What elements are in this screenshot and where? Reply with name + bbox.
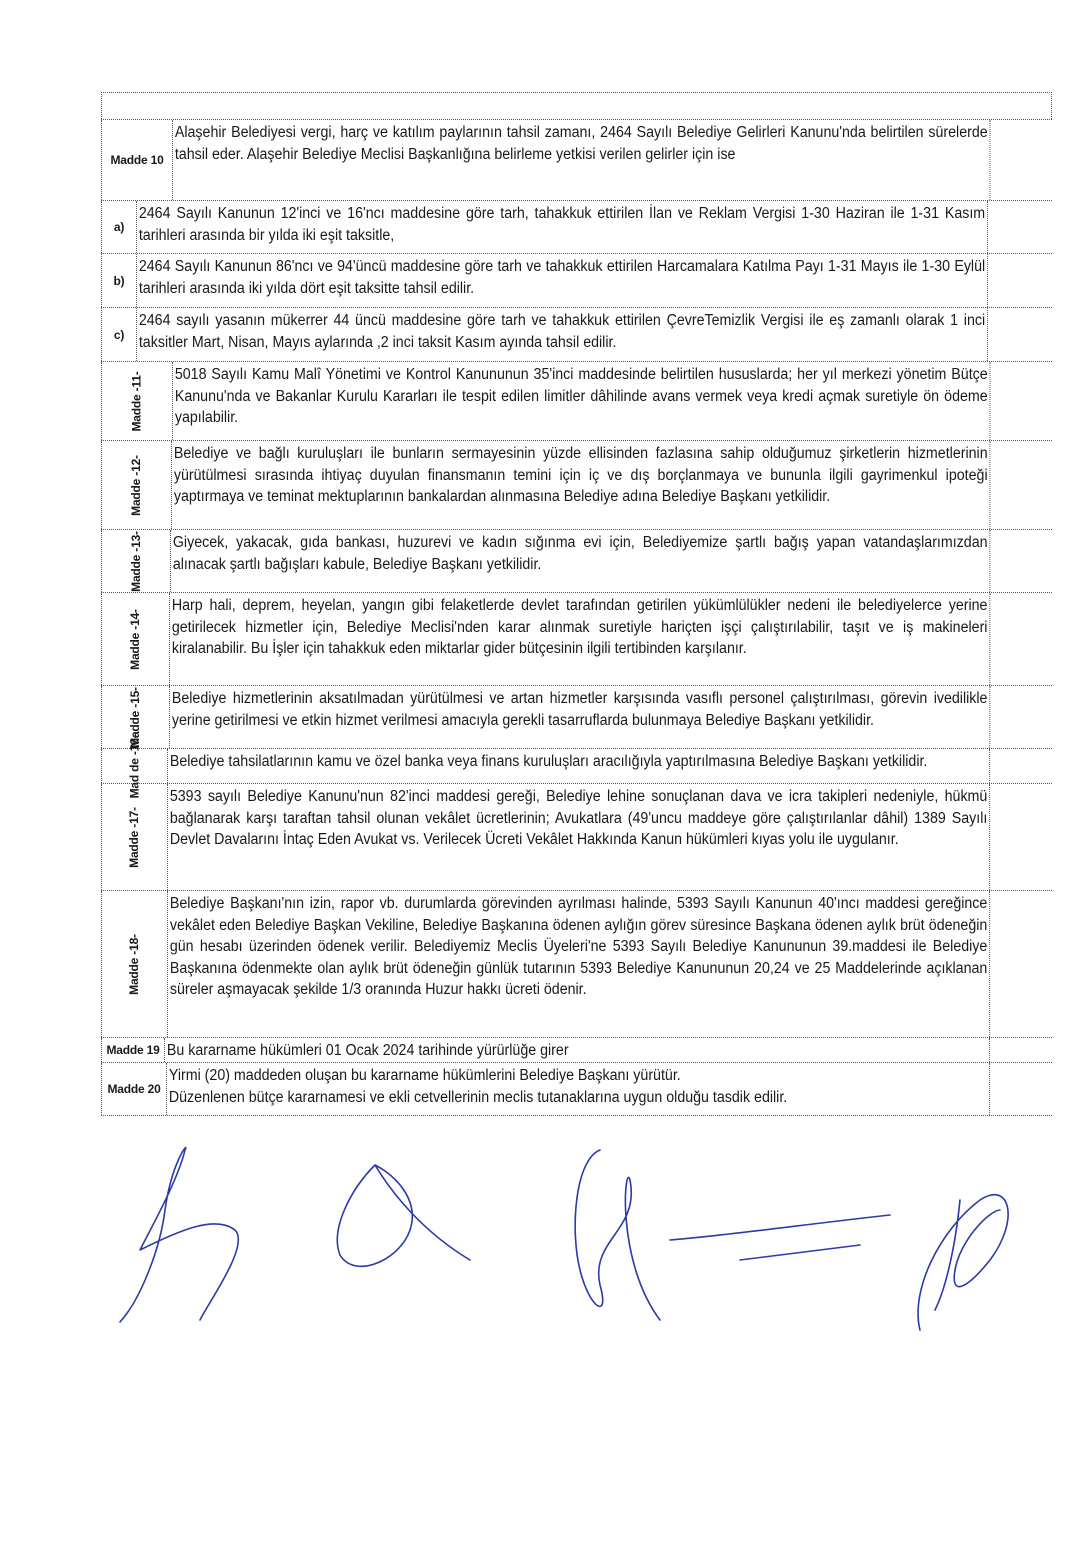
article-paragraph: Bu kararname hükümleri 01 Ocak 2024 tarihinde yürürlüğe girer <box>166 1042 569 1059</box>
article-row <box>101 529 1052 592</box>
article-label <box>101 734 168 798</box>
article-text <box>173 120 990 200</box>
article-label <box>101 784 168 890</box>
article-row <box>101 253 1052 307</box>
article-label <box>101 308 137 361</box>
article-label <box>101 1038 165 1062</box>
article-label-text: Madde 20 <box>107 1082 161 1096</box>
article-label-text: Madde -14- <box>128 608 142 670</box>
article-paragraph: Belediye ve bağlı kuruluşları ile bunların sermayesinin yüzde ellisinden fazlasına sahip olduğumuz şirketlerin hizmetlerinin yürütülmesi sırasında ihtiyaç duyulan finansmanın temini için iç ve dış borçlanmaya ve bununla ilgili gayrimenkul ipoteği yaptırmaya ve teminat mektuplarının bankalardan alınmasına Belediye adına Belediye Başkanı yetkilidir. <box>173 445 988 505</box>
article-label <box>101 530 171 592</box>
article-label <box>101 362 173 440</box>
article-paragraph: 5393 sayılı Belediye Kanunu'nun 82'inci maddesi gereği, Belediye lehine sonuçlanan dava ve icra takipleri nedeniyle, hükmü bağlanarak karşı taraftan tahsil olunan vekâlet ücretlerinin; Avukatlara (49'uncu maddeye göre çalıştırılanlar dâhil) 1389 Sayılı Devlet Davalarını İntaç Eden Avukat vs. Verilecek Ücreti Vekâlet Hakkında Kanun hükümleri kıyas yolu ile uygulanır. <box>169 788 988 848</box>
article-row <box>101 119 1052 200</box>
article-text <box>172 441 990 529</box>
article-row <box>101 1062 1052 1116</box>
signature-1 <box>120 1148 238 1323</box>
decree-table <box>101 92 1052 1116</box>
article-label-text: Madde -18- <box>127 933 141 995</box>
article-paragraph: Giyecek, yakacak, gıda bankası, huzurevi ve kadın sığınma evi için, Belediyemize şartlı bağış yapan vatandaşlarımızdan alınacak şartlı bağışları kabule, Belediye Başkanı yetkilidir. <box>172 534 988 573</box>
article-row <box>101 1037 1052 1062</box>
signature-4 <box>918 1195 1008 1330</box>
article-paragraph: Belediye tahsilatlarının kamu ve özel banka veya finans kuruluşları aracılığıyla yaptırılmasına Belediye Başkanı yetkilidir. <box>169 753 928 770</box>
article-text <box>168 784 990 890</box>
article-text <box>168 749 990 783</box>
article-label-text: b) <box>113 273 125 288</box>
article-text <box>137 201 988 253</box>
article-label-text: Madde -15- <box>128 686 142 748</box>
article-label-text: Mad de -16- <box>127 734 141 798</box>
article-row <box>101 890 1052 1037</box>
article-paragraph: Düzenlenen bütçe kararnamesi ve ekli cetvellerinin meclis tutanaklarına uygun olduğu tasdik edilir. <box>168 1088 788 1106</box>
article-row <box>101 440 1052 529</box>
article-row <box>101 200 1052 253</box>
article-label-text: a) <box>113 220 125 234</box>
article-label-text: Madde 19 <box>106 1043 160 1057</box>
article-row <box>101 592 1052 685</box>
article-row <box>101 685 1052 748</box>
article-label <box>101 120 173 200</box>
article-paragraph: Alaşehir Belediyesi vergi, harç ve katılım paylarının tahsil zamanı, 2464 Sayılı Belediye Gelirleri Kanunu'nda belirtilen sürelerde tahsil eder. Alaşehir Belediye Meclisi Başkanlığına belirleme yetkisi verilen gelirler için ise <box>174 124 988 163</box>
signature-2 <box>337 1165 470 1266</box>
article-text <box>165 1038 990 1062</box>
article-label <box>101 593 170 685</box>
article-text <box>168 891 990 1037</box>
article-paragraph: Belediye hizmetlerinin aksatılmadan yürütülmesi ve artan hizmetler karşısında vasıflı personel çalıştırılması, görevin ivedilikle yerine getirilmesi ve etkin hizmet verilmesi amacıyla gerekli tasarruflarda bulunmaya Belediye Başkanı yetkilidir. <box>171 690 988 729</box>
article-text <box>137 308 988 361</box>
article-label-text: Madde 10 <box>110 153 164 167</box>
article-label <box>101 891 168 1037</box>
article-paragraph: Yirmi (20) maddeden oluşan bu kararname hükümlerini Belediye Başkanı yürütür. <box>168 1067 681 1084</box>
article-text <box>167 1063 990 1115</box>
article-label-text: c) <box>113 327 125 342</box>
article-row <box>101 734 1052 798</box>
signature-3 <box>575 1150 890 1320</box>
article-row <box>101 307 1052 361</box>
article-text <box>171 530 990 592</box>
article-row <box>101 783 1052 890</box>
article-paragraph: Harp hali, deprem, heyelan, yangın gibi felaketlerde devlet tarafından getirilen yükümlülükler nedeni ile belediyelerce yerine getirilecek hizmetler için, Belediye Meclisi'nden karar alınmak suretiyle hariçten işçi çalıştırılabilir, taşıt ve iş makineleri kiralanabilir. Bu İşler için tahakkuk eden miktarlar gider bütçesinin ilgili tertibinden karşılanır. <box>171 597 988 657</box>
article-text <box>137 254 988 307</box>
article-label <box>101 254 137 307</box>
article-label <box>101 441 172 529</box>
article-paragraph: 2464 Sayılı Kanunun 12'inci ve 16'ncı maddesine göre tarh, tahakkuk ettirilen İlan ve Reklam Vergisi 1-30 Haziran ile 1-31 Kasım tarihleri arasında bir yılda iki eşit taksitle, <box>138 205 986 244</box>
article-paragraph: 5018 Sayılı Kamu Malî Yönetimi ve Kontrol Kanununun 35'inci maddesinde belirtilen hususlarda; her yıl merkezi yönetim Bütçe Kanunu'nda ve Bakanlar Kurulu Kararları ile tespit edilen limitler dâhilinde avans vermek veya kredi açmak suretiyle ön ödeme yapılabilir. <box>174 366 988 426</box>
article-label-text: Madde -17- <box>127 806 141 868</box>
article-label <box>101 1063 167 1115</box>
article-text <box>170 593 990 685</box>
article-paragraph: 2464 Sayılı Kanunun 86'ncı ve 94'üncü maddesine göre tarh ve tahakkuk ettirilen Harcamalara Katılma Payı 1-31 Mayıs ile 1-30 Eylül tarihleri arasında iki yılda dört eşit taksitte tahsil edilir. <box>138 258 986 297</box>
article-paragraph: 2464 sayılı yasanın mükerrer 44 üncü maddesine göre tarh ve tahakkuk ettirilen ÇevreTemizlik Vergisi ile eş zamanlı olarak 1 inci taksitler Mart, Nisan, Mayıs aylarında ,2 inci taksit Kasım ayında tahsil edilir. <box>138 312 986 351</box>
article-text <box>173 362 990 440</box>
article-label <box>101 201 137 253</box>
article-label-text: Madde -11- <box>129 370 144 432</box>
article-paragraph: Belediye Başkanı'nın izin, rapor vb. durumlarda görevinden ayrılması halinde, 5393 Sayılı Kanunun 40'ıncı maddesi gereğince vekâlet eden Belediye Başkan Vekiline, Belediye Başkanına ödenen aylığın görev süresince Başkana ödenen aylık brüt ödeneğin gün hesabı üzerinden ödenek verilir. Belediyemiz Meclis Üyeleri'ne 5393 Sayılı Belediye Kanununun 39.maddesi ile Belediye Başkanına ödenmekte olan aylık brüt ödeneğin günlük tutarının 5393 Belediye Kanununun 20,24 ve 25 Maddelerinde açıklanan süreler aşmayacak şekilde 1/3 oranında Huzur hakkı ücreti ödenir. <box>169 895 988 998</box>
article-label-text: Madde -13- <box>128 530 143 592</box>
article-label-text: Madde -12- <box>129 454 143 516</box>
table-header-blank <box>101 92 1052 119</box>
article-row <box>101 361 1052 440</box>
article-rows <box>101 119 1052 1116</box>
article-text <box>170 686 990 748</box>
